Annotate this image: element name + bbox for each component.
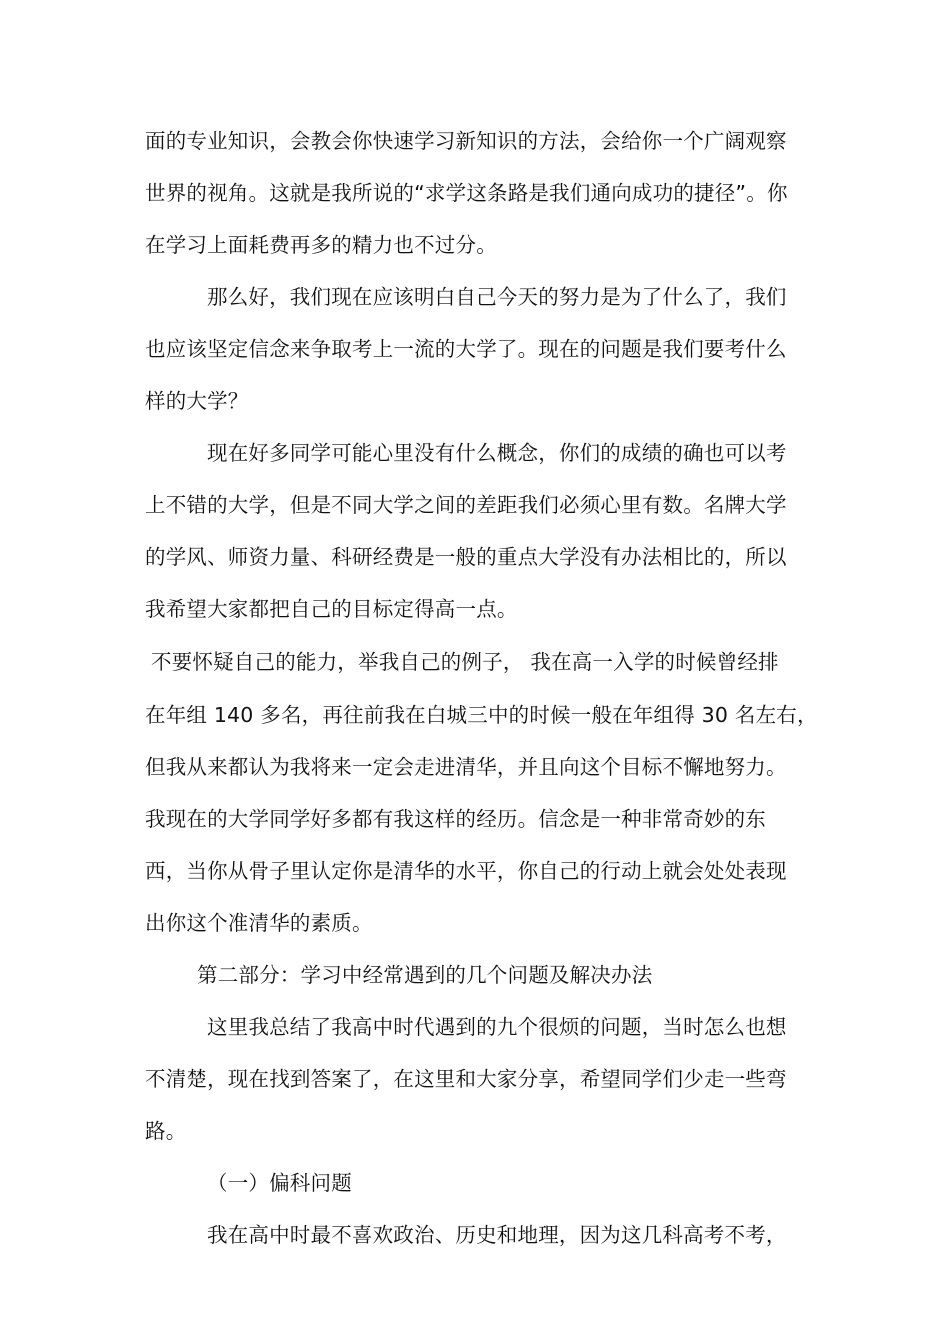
section-heading: 第二部分：学习中经常遇到的几个问题及解决办法 [197, 963, 653, 987]
paragraph-line: 这里我总结了我高中时代遇到的九个很烦的问题，当时怎么也想 [207, 1015, 787, 1039]
paragraph-line: 上不错的大学，但是不同大学之间的差距我们必须心里有数。名牌大学 [145, 493, 787, 517]
paragraph-line: 世界的视角。这就是我所说的“求学这条路是我们通向成功的捷径”。你 [145, 181, 788, 205]
paragraph-line: 现在好多同学可能心里没有什么概念，你们的成绩的确也可以考 [207, 441, 787, 465]
paragraph-line: 我在高中时最不喜欢政治、历史和地理，因为这几科高考不考， [207, 1223, 787, 1247]
paragraph-line: 不要怀疑自己的能力，举我自己的例子， 我在高一入学的时候曾经排 [151, 650, 779, 674]
paragraph-line: 在年组 140 多名，再往前我在白城三中的时候一般在年组得 30 名左右， [145, 703, 818, 727]
paragraph-line: 我希望大家都把自己的目标定得高一点。 [145, 597, 518, 621]
paragraph-line: 西，当你从骨子里认定你是清华的水平，你自己的行动上就会处处表现 [145, 859, 787, 883]
paragraph-line: 我现在的大学同学好多都有我这样的经历。信念是一种非常奇妙的东 [145, 807, 766, 831]
subsection-heading: （一）偏科问题 [207, 1171, 352, 1195]
paragraph-line: 那么好，我们现在应该明白自己今天的努力是为了什么了，我们 [207, 285, 787, 309]
paragraph-line: 出你这个准清华的素质。 [145, 911, 373, 935]
paragraph-line: 也应该坚定信念来争取考上一流的大学了。现在的问题是我们要考什么 [145, 337, 787, 361]
paragraph-line: 样的大学？ [145, 389, 249, 413]
paragraph-line: 但我从来都认为我将来一定会走进清华，并且向这个目标不懈地努力。 [145, 755, 787, 779]
paragraph-line: 路。 [145, 1119, 187, 1143]
paragraph-line: 在学习上面耗费再多的精力也不过分。 [145, 233, 497, 257]
paragraph-line: 面的专业知识，会教会你快速学习新知识的方法，会给你一个广阔观察 [145, 129, 787, 153]
paragraph-line: 不清楚，现在找到答案了，在这里和大家分享，希望同学们少走一些弯 [145, 1067, 787, 1091]
paragraph-line: 的学风、师资力量、科研经费是一般的重点大学没有办法相比的，所以 [145, 545, 787, 569]
